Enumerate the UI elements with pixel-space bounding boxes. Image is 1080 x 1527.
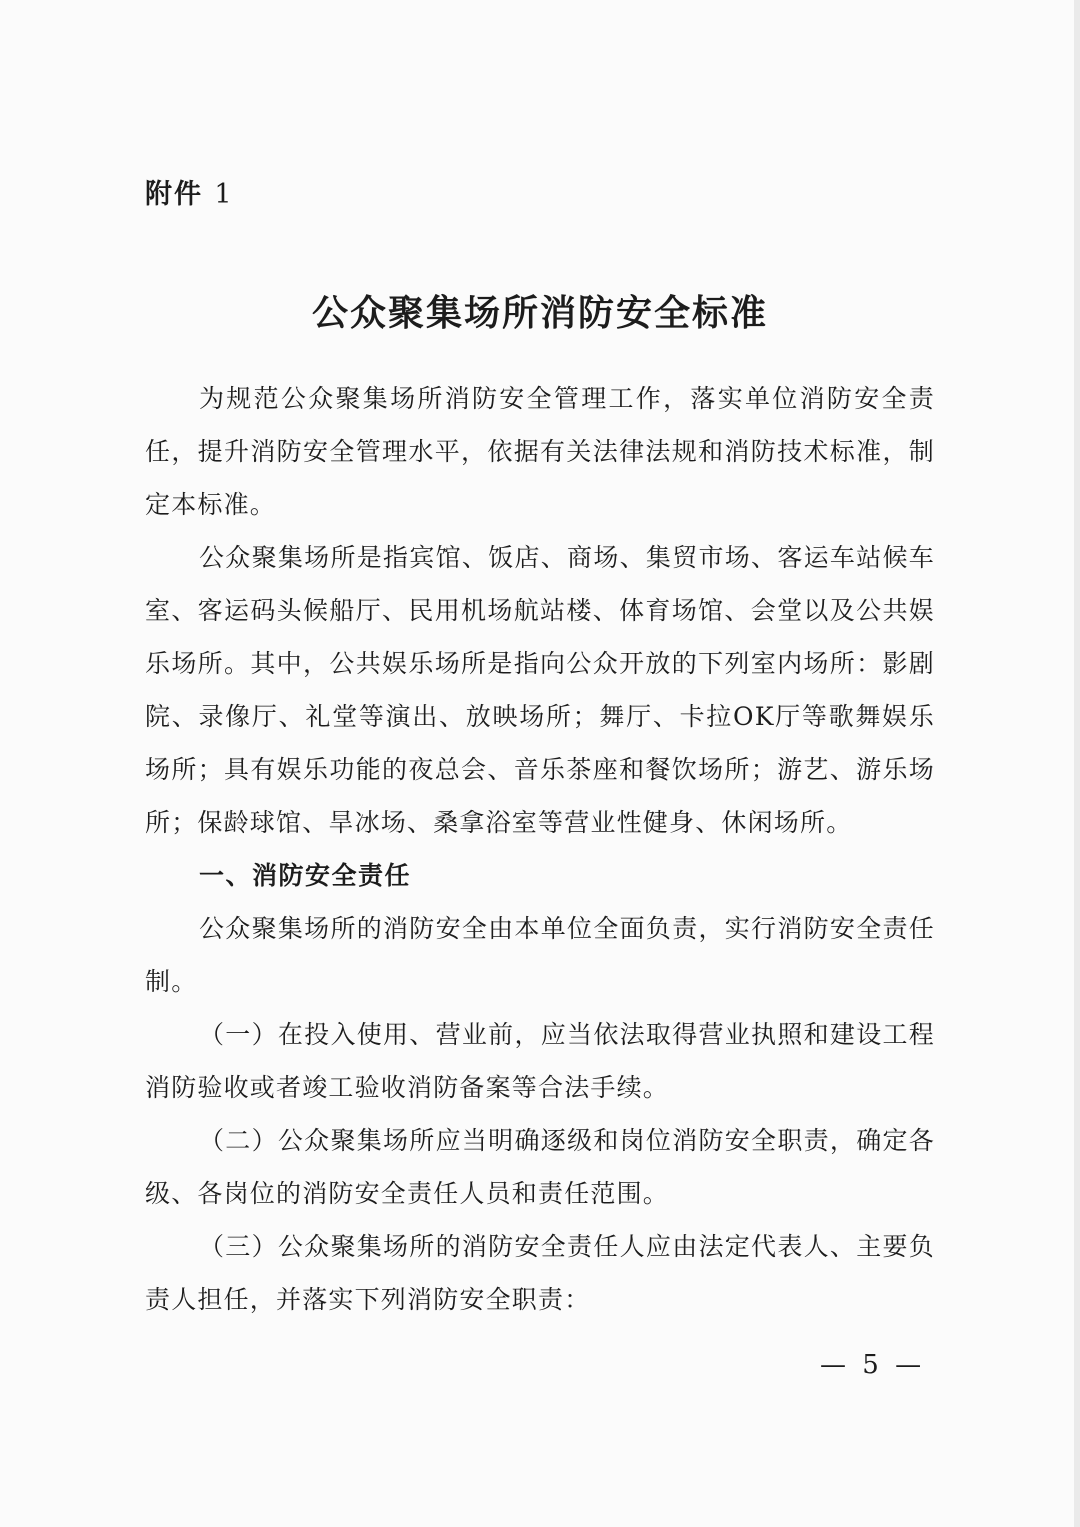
- page-edge: [1074, 0, 1080, 1527]
- section-item: （二）公众聚集场所应当明确逐级和岗位消防安全职责，确定各级、各岗位的消防安全责任人员和责任范围。: [145, 1126, 935, 1208]
- intro-paragraph: 为规范公众聚集场所消防安全管理工作，落实单位消防安全责任，提升消防安全管理水平，依据有关法律法规和消防技术标准，制定本标准。: [145, 384, 935, 519]
- section-intro-paragraph: 公众聚集场所的消防安全由本单位全面负责，实行消防安全责任制。: [145, 914, 935, 996]
- document-body: [145, 372, 935, 1326]
- section-item: （三）公众聚集场所的消防安全责任人应由法定代表人、主要负责人担任，并落实下列消防安全职责：: [145, 1232, 935, 1314]
- document-title: 公众聚集场所消防安全标准: [311, 292, 768, 334]
- attachment-text: 附件: [145, 179, 203, 210]
- section-item: （一）在投入使用、营业前，应当依法取得营业执照和建设工程消防验收或者竣工验收消防备案等合法手续。: [145, 1020, 935, 1102]
- section-heading: 一、消防安全责任: [199, 861, 412, 890]
- attachment-number: 1: [214, 179, 234, 210]
- attachment-label: [145, 172, 234, 211]
- definition-paragraph: 公众聚集场所是指宾馆、饭店、商场、集贸市场、客运车站候车室、客运码头候船厅、民用机场航站楼、体育场馆、会堂以及公共娱乐场所。其中，公共娱乐场所是指向公众开放的下列室内场所：影剧院、录像厅、礼堂等演出、放映场所；舞厅、卡拉OK厅等歌舞娱乐场所；具有娱乐功能的夜总会、音乐茶座和餐饮场所；游艺、游乐场所；保龄球馆、旱冰场、桑拿浴室等营业性健身、休闲场所。: [145, 543, 935, 837]
- page-number: — 5 —: [820, 1350, 926, 1380]
